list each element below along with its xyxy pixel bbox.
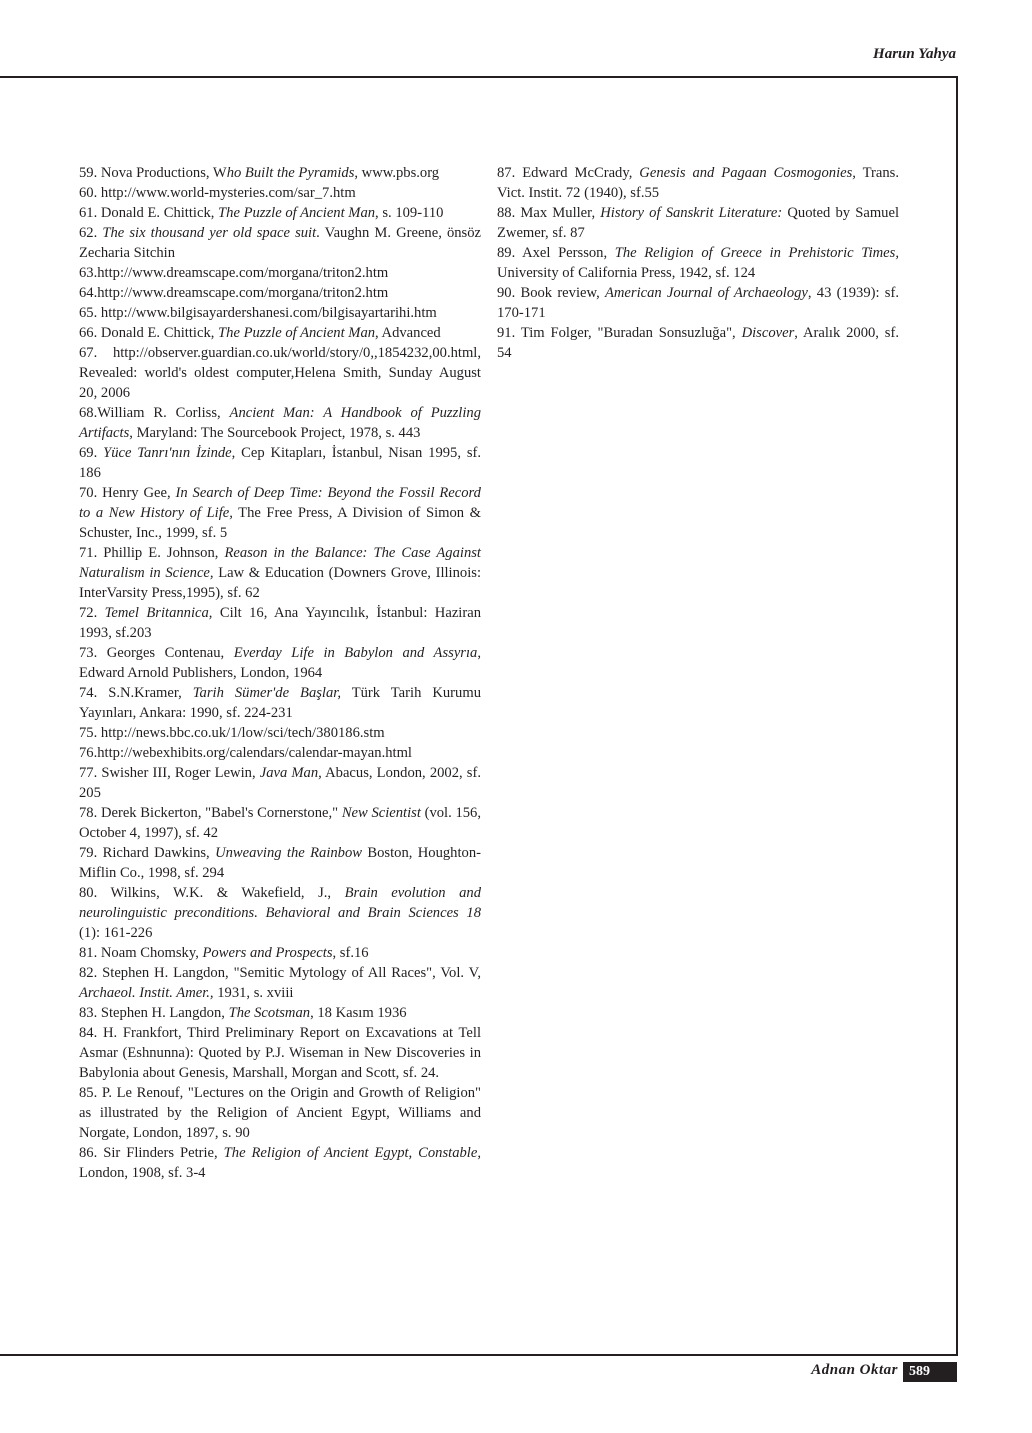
reference-entry xyxy=(79,163,481,183)
reference-entry xyxy=(79,603,481,643)
reference-text: 90. Book review, xyxy=(497,285,605,301)
reference-title: Reason in the Balance: The Case Against Naturalism in Science, xyxy=(79,545,481,581)
reference-entry xyxy=(79,183,481,203)
reference-entry xyxy=(79,1143,481,1183)
reference-title: The Religion of Greece in Prehistoric Times, xyxy=(614,245,899,261)
reference-entry xyxy=(79,963,481,1003)
reference-entry xyxy=(79,283,481,303)
reference-text: 80. Wilkins, W.K. & Wakefield, J., xyxy=(79,885,345,901)
reference-text: 75. http://news.bbc.co.uk/1/low/sci/tech/380186.stm xyxy=(79,725,385,741)
reference-title: Tarih Sümer'de Başlar, xyxy=(192,685,341,701)
reference-entry xyxy=(79,303,481,323)
reference-title: Brain evolution and neurolinguistic preconditions. Behavioral and Brain Sciences 18 xyxy=(79,885,481,921)
reference-text: 89. Axel Persson, xyxy=(497,245,615,261)
reference-text: Law & Education (Downers Grove, Illinois: InterVarsity Press,1995), sf. 62 xyxy=(79,565,481,601)
reference-text: (vol. 156, October 4, 1997), sf. 42 xyxy=(79,805,481,841)
reference-text: , Maryland: The Sourcebook Project, 1978, s. 443 xyxy=(129,425,421,441)
reference-entry xyxy=(79,543,481,603)
reference-text: 74. S.N.Kramer, xyxy=(79,685,193,701)
reference-title: Ancient Man: A Handbook of Puzzling Artifacts xyxy=(79,405,481,441)
reference-text: , sf.16 xyxy=(332,945,369,961)
reference-entry xyxy=(79,323,481,343)
reference-title: The Scotsman xyxy=(228,1005,311,1021)
footer-author: Adnan Oktar xyxy=(811,1362,898,1378)
reference-text: , Advanced xyxy=(375,325,441,341)
reference-text: , 18 Kasım 1936 xyxy=(310,1005,407,1021)
reference-text: 69. xyxy=(79,445,104,461)
reference-text: , www.pbs.org xyxy=(354,165,440,181)
reference-entry xyxy=(79,683,481,723)
reference-text: 77. Swisher III, Roger Lewin, xyxy=(79,765,260,781)
references-left-column xyxy=(79,163,481,1183)
reference-title: The Religion of Ancient Egypt, Constable, xyxy=(223,1145,481,1161)
reference-text: 85. P. Le Renouf, "Lectures on the Origin and Growth of Religion" as illustrated by the Religion of Ancient Egypt, Williams and Norgate, London, 1897, s. 90 xyxy=(79,1085,481,1141)
reference-text: 83. Stephen H. Langdon, xyxy=(79,1005,229,1021)
reference-entry xyxy=(497,163,899,203)
reference-entry xyxy=(79,843,481,883)
reference-text: The Free Press, A Division of Simon & Schuster, Inc., 1999, sf. 5 xyxy=(79,505,481,541)
reference-entry xyxy=(79,443,481,483)
reference-entry xyxy=(79,943,481,963)
reference-text: University of California Press, 1942, sf. 124 xyxy=(497,265,756,281)
reference-text: 64.http://www.dreamscape.com/morgana/triton2.htm xyxy=(79,285,389,301)
reference-title: Archaeol. Instit. Amer., xyxy=(79,985,214,1001)
reference-text: 59. Nova Productions, W xyxy=(79,165,227,181)
reference-text: 91. Tim Folger, "Buradan Sonsuzluğa", xyxy=(497,325,742,341)
reference-text: 1931, s. xviii xyxy=(213,985,294,1001)
reference-text: Boston, Houghton-Miflin Co., 1998, sf. 294 xyxy=(79,845,481,881)
reference-title: ho Built the Pyramids xyxy=(226,165,355,181)
reference-entry xyxy=(79,343,481,403)
reference-text: Quoted by Samuel Zwemer, sf. 87 xyxy=(497,205,899,241)
reference-text: 70. Henry Gee, xyxy=(79,485,176,501)
reference-text: 82. Stephen H. Langdon, "Semitic Mytology of All Races", Vol. V, xyxy=(79,965,481,981)
reference-title: Discover xyxy=(741,325,795,341)
reference-title: Powers and Prospects xyxy=(202,945,333,961)
reference-text: 71. Phillip E. Johnson, xyxy=(79,545,225,561)
reference-entry xyxy=(79,643,481,683)
reference-text: Türk Tarih Kurumu Yayınları, Ankara: 1990, sf. 224-231 xyxy=(79,685,481,721)
frame-top-rule xyxy=(0,76,958,78)
reference-text: . Vaughn M. Greene, önsöz Zecharia Sitchin xyxy=(79,225,481,261)
reference-title: Temel Britannica xyxy=(104,605,209,621)
reference-title: In Search of Deep Time: Beyond the Fossil Record to a New History of Life, xyxy=(79,485,481,521)
reference-entry xyxy=(497,283,899,323)
reference-entry xyxy=(497,323,899,363)
frame-bottom-rule xyxy=(0,1354,958,1356)
reference-text: 68.William R. Corliss, xyxy=(79,405,230,421)
reference-entry xyxy=(79,883,481,943)
reference-text: 63.http://www.dreamscape.com/morgana/triton2.htm xyxy=(79,265,389,281)
reference-text: 62. xyxy=(79,225,103,241)
reference-title: The Puzzle of Ancient Man xyxy=(218,205,376,221)
reference-entry xyxy=(79,203,481,223)
reference-entry xyxy=(79,1023,481,1083)
references-right-column xyxy=(497,163,899,363)
reference-title: Unweaving the Rainbow xyxy=(215,845,363,861)
reference-title: Genesis and Pagaan Cosmogonies, xyxy=(639,165,856,181)
reference-text: 86. Sir Flinders Petrie, xyxy=(79,1145,224,1161)
reference-entry xyxy=(79,803,481,843)
reference-text: London, 1908, sf. 3-4 xyxy=(79,1165,206,1181)
reference-text: 78. Derek Bickerton, "Babel's Cornerstone," xyxy=(79,805,342,821)
reference-text: 73. Georges Contenau, xyxy=(79,645,234,661)
frame-right-rule xyxy=(956,76,958,1356)
reference-entry xyxy=(497,243,899,283)
reference-text: 76.http://webexhibits.org/calendars/calendar-mayan.html xyxy=(79,745,412,761)
reference-text: (1): 161-226 xyxy=(79,925,153,941)
reference-entry xyxy=(79,743,481,763)
reference-title: The six thousand yer old space suit xyxy=(102,225,317,241)
running-header: Harun Yahya xyxy=(873,46,956,62)
reference-entry xyxy=(79,403,481,443)
reference-text: , Edward Arnold Publishers, London, 1964 xyxy=(79,645,481,681)
reference-text: 67. http://observer.guardian.co.uk/world/story/0,,1854232,00.html, Revealed: world's oldest computer,Helena Smith, Sunday August 20, 2006 xyxy=(79,345,481,401)
reference-text: , 43 (1939): sf. 170-171 xyxy=(497,285,899,321)
page-number: 589 xyxy=(903,1362,957,1382)
reference-text: Trans. Vict. Instit. 72 (1940), sf.55 xyxy=(497,165,899,201)
reference-text: 88. Max Muller, xyxy=(497,205,601,221)
reference-entry xyxy=(79,723,481,743)
reference-title: The Puzzle of Ancient Man xyxy=(218,325,376,341)
reference-text: 81. Noam Chomsky, xyxy=(79,945,203,961)
reference-title: New Scientist xyxy=(341,805,421,821)
reference-text: 87. Edward McCrady, xyxy=(497,165,640,181)
reference-entry xyxy=(79,223,481,263)
reference-entry xyxy=(79,1003,481,1023)
reference-title: Everday Life in Babylon and Assyrıa xyxy=(233,645,478,661)
reference-text: 84. H. Frankfort, Third Preliminary Report on Excavations at Tell Asmar (Eshnunna): Quoted by P.J. Wiseman in New Discoveries in Babylonia about Genesis, Marshall, Morgan and Scott, sf. 24. xyxy=(79,1025,481,1081)
reference-text: , Cilt 16, Ana Yayıncılık, İstanbul: Haziran 1993, sf.203 xyxy=(79,605,481,641)
reference-text: 72. xyxy=(79,605,105,621)
reference-text: 79. Richard Dawkins, xyxy=(79,845,216,861)
reference-title: Java Man, xyxy=(259,765,322,781)
reference-text: 66. Donald E. Chittick, xyxy=(79,325,219,341)
reference-title: History of Sanskrit Literature: xyxy=(600,205,783,221)
reference-text: 60. http://www.world-mysteries.com/sar_7.htm xyxy=(79,185,356,201)
reference-entry xyxy=(79,263,481,283)
reference-text: 65. http://www.bilgisayardershanesi.com/bilgisayartarihi.htm xyxy=(79,305,437,321)
reference-text: , Cep Kitapları, İstanbul, Nisan 1995, sf. 186 xyxy=(79,445,482,481)
reference-entry xyxy=(497,203,899,243)
reference-text: 61. Donald E. Chittick, xyxy=(79,205,219,221)
reference-text: , Aralık 2000, sf. 54 xyxy=(497,325,899,361)
reference-text: Abacus, London, 2002, sf. 205 xyxy=(79,765,481,801)
reference-entry xyxy=(79,763,481,803)
reference-entry xyxy=(79,483,481,543)
reference-text: , s. 109-110 xyxy=(375,205,444,221)
reference-title: Yüce Tanrı'nın İzinde xyxy=(103,445,232,461)
reference-entry xyxy=(79,1083,481,1143)
reference-title: American Journal of Archaeology xyxy=(604,285,808,301)
